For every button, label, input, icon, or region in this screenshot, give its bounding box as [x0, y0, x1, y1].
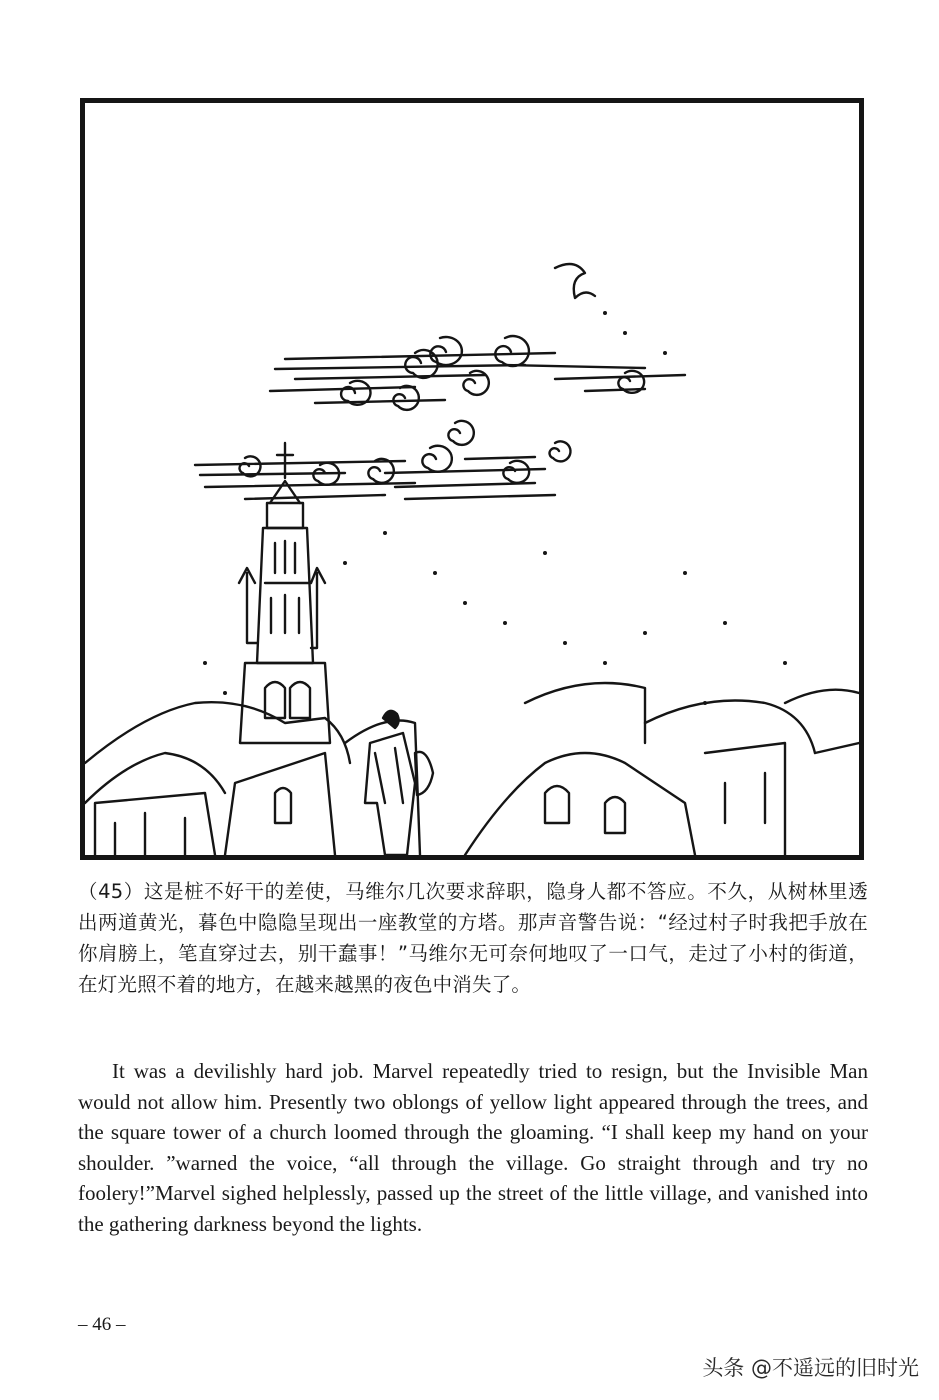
page-number: – 46 – [78, 1314, 126, 1335]
church-village-night-illustration [85, 103, 859, 855]
village-roofs [85, 683, 859, 855]
night-specks [203, 311, 787, 705]
cloud-swirls [240, 264, 645, 485]
watermark: 头条 @不遥远的旧时光 [702, 1356, 919, 1380]
church-tower [239, 443, 330, 743]
caption-english: It was a devilishly hard job. Marvel repeatedly tried to resign, but the Invisible Man would not allow him. Presently two oblongs of yellow light appeared through the trees, and the square tower of a church loomed through the gloaming. “I shall keep my hand on your shoulder. ”warned the voice, “all through the village. Go straight through and try no foolery!”Marvel sighed helplessly, passed up the street of the little village, and vanished into the gathering darkness beyond the lights. [78, 1059, 868, 1236]
cloud-streaks [195, 353, 685, 499]
illustration-frame [80, 98, 864, 860]
marvel-figure [365, 711, 433, 855]
caption-chinese: （45）这是桩不好干的差使，马维尔几次要求辞职，隐身人都不答应。不久，从树林里透出两道黄光，暮色中隐隐呈现出一座教堂的方塔。那声音警告说：“经过村子时我把手放在你肩膀上，笔直穿过去，别干蠢事！”马维尔无可奈何地叹了一口气，走过了小村的街道，在灯光照不着的地方，在越来越黑的夜色中消失了。 [78, 880, 868, 996]
